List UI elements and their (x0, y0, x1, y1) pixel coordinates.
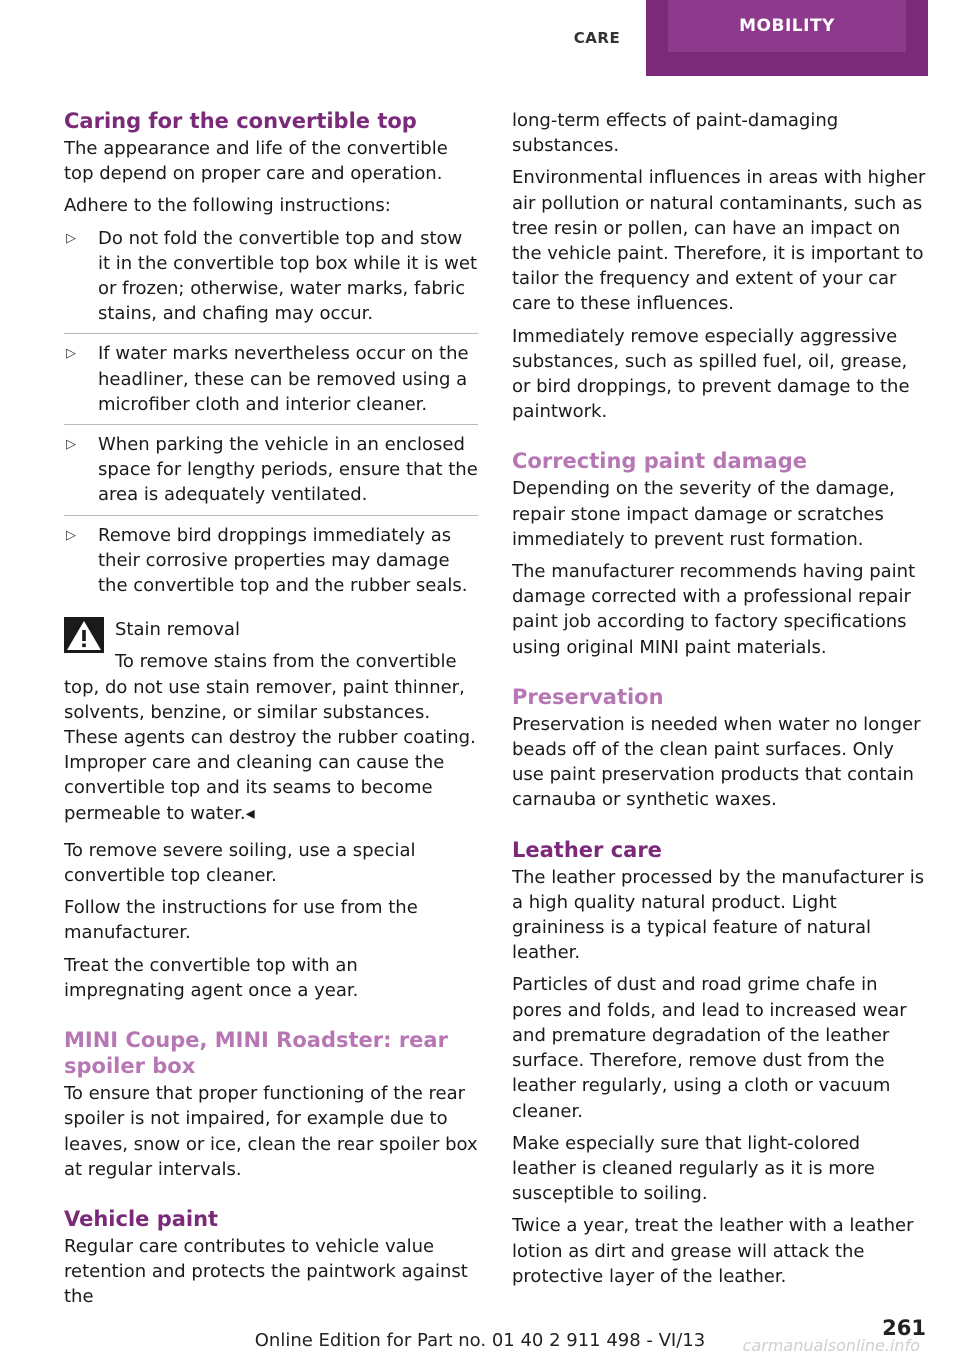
correcting-paragraph-2: The manufacturer recommends having paint damage corrected with a professional repair paint job according to factory specifications using original MINI paint materials. (512, 561, 916, 658)
soiling-paragraph: To remove severe soiling, use a special convertible top cleaner. (64, 839, 416, 887)
convertible-intro: The appearance and life of the convertible top depend on proper care and operation. (64, 138, 448, 185)
stain-removal-warning (64, 617, 478, 826)
leather-paragraph-1: The leather processed by the manufacturer is a high quality natural product. Light graininess is a typical feature of natural leather. (512, 866, 925, 964)
aggressive-substances-paragraph: Immediately remove especially aggressive substances, such as spilled fuel, oil, grease, or bird droppings, to prevent damage to the paintwork. (512, 325, 910, 423)
bullet-arrow-icon: ▷ (66, 527, 76, 543)
instruction-list (64, 226, 478, 606)
header-tab-mobility (646, 0, 928, 76)
leather-paragraph-4: Twice a year, treat the leather with a leather lotion as dirt and grease will attack the protective layer of the leather. (512, 1215, 914, 1287)
warning-text: To remove stains from the convertible top, do not use stain remover, paint thinner, solvents, benzine, or similar substances. These agents can destroy the rubber coating. Improper care and cleaning can cause the convertible top and its seams to become permeable to water.◂ (64, 651, 476, 824)
list-item (64, 341, 478, 425)
bullet-arrow-icon: ▷ (66, 346, 76, 362)
list-item-text: When parking the vehicle in an enclosed space for lengthy periods, ensure that the area is adequately ventilated. (98, 434, 478, 506)
vehicle-paint-heading: Vehicle paint (64, 1206, 219, 1231)
list-item-text: Remove bird droppings immediately as their corrosive properties may damage the convertible top and the rubber seals. (98, 524, 468, 597)
care-label: CARE (573, 29, 621, 47)
warning-triangle-icon (64, 617, 104, 653)
watermark: carmanualsonline.info (742, 1336, 920, 1355)
convertible-top-heading: Caring for the convertible top (64, 109, 417, 133)
list-item-text: Do not fold the convertible top and stow it in the convertible top box while it is wet or frozen; otherwise, water marks, fabric stains, and chafing may occur. (98, 227, 478, 325)
convertible-instructions-lead: Adhere to the following instructions: (64, 195, 391, 217)
list-item-text: If water marks nevertheless occur on the headliner, these can be removed using a microfiber cloth and interior cleaner. (98, 343, 469, 415)
right-column (512, 108, 928, 1296)
page-number: 261 (882, 1316, 926, 1340)
leather-care-heading: Leather care (512, 837, 662, 862)
environment-paragraph: Environmental influences in areas with higher air pollution or natural contaminants, such as tree resin or pollen, can have an impact on the vehicle paint. Therefore, it is important to tailor the frequency and extent of your car care to these influences. (512, 167, 926, 315)
bullet-arrow-icon: ▷ (66, 230, 76, 246)
leather-paragraph-2: Particles of dust and road grime chafe in pores and folds, and lead to increased wear and premature degradation of the leather surface. Therefore, remove dust from the leather regularly, using a cloth or vacuum cleaner. (512, 974, 907, 1122)
spoiler-heading: MINI Coupe, MINI Roadster: rear spoiler box (64, 1028, 448, 1079)
warning-title: Stain removal (115, 619, 240, 641)
list-item (64, 523, 478, 606)
leather-paragraph-3: Make especially sure that light-colored leather is cleaned regularly as it is more susceptible to soiling. (512, 1132, 875, 1205)
list-item (64, 432, 478, 516)
vehicle-paint-continued: long-term effects of paint-damaging substances. (512, 110, 839, 157)
correcting-paragraph-1: Depending on the severity of the damage, repair stone impact damage or scratches immediately to prevent rust formation. (512, 478, 895, 550)
preservation-heading: Preservation (512, 684, 664, 709)
spoiler-paragraph: To ensure that proper functioning of the rear spoiler is not impaired, for example due to leaves, snow or ice, clean the rear spoiler box at regular intervals. (64, 1083, 478, 1180)
list-item (64, 226, 478, 335)
left-column (64, 108, 478, 1317)
follow-paragraph: Follow the instructions for use from the manufacturer. (64, 897, 418, 944)
bullet-arrow-icon: ▷ (66, 437, 76, 453)
header-tab-care (548, 0, 646, 76)
footer-edition: Online Edition for Part no. 01 40 2 911 498 - VI/13 (254, 1330, 706, 1351)
mobility-label: MOBILITY (739, 16, 835, 36)
preservation-paragraph: Preservation is needed when water no longer beads off of the clean paint surfaces. Only use paint preservation products that contain carnauba or synthetic waxes. (512, 713, 921, 811)
mobility-label-box (668, 0, 906, 52)
treat-paragraph: Treat the convertible top with an impregnating agent once a year. (64, 954, 359, 1001)
correcting-paint-heading: Correcting paint damage (512, 449, 808, 474)
vehicle-paint-paragraph: Regular care contributes to vehicle value retention and protects the paintwork against the (64, 1235, 468, 1308)
